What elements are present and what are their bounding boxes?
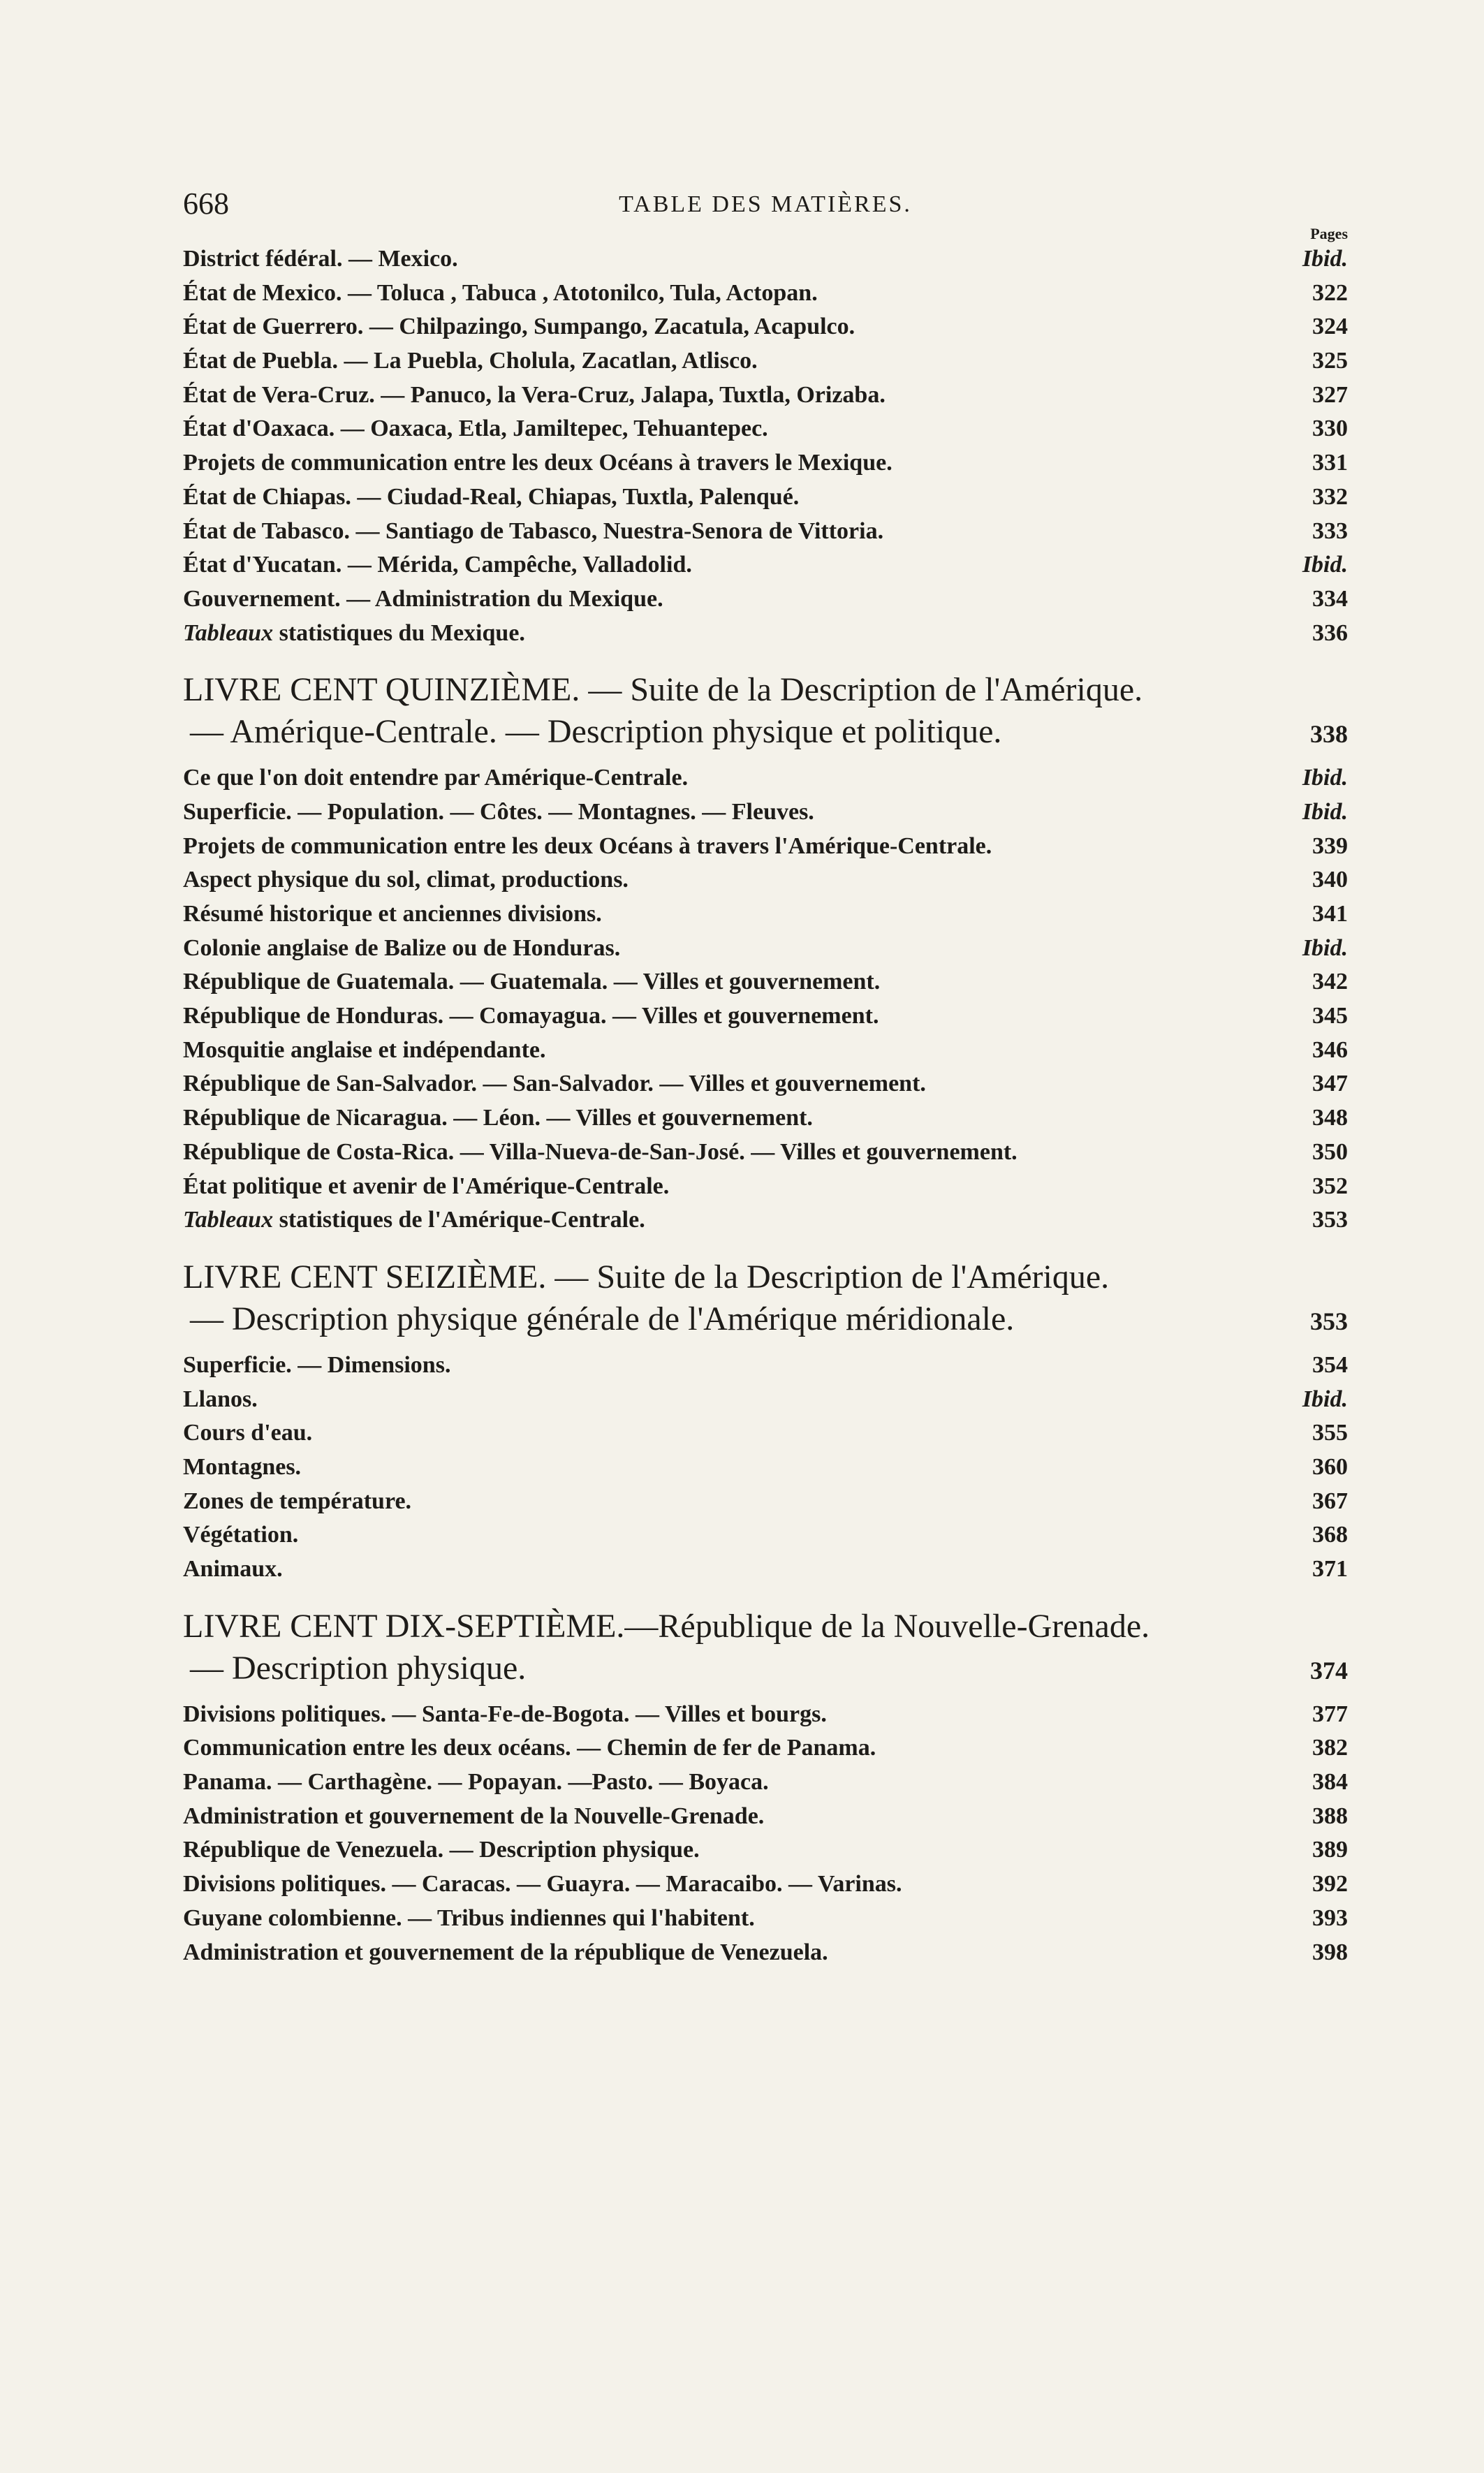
section-heading-page: 353 bbox=[1310, 1307, 1348, 1335]
toc-entry-title-text: Projets de communication entre les deux Océans à travers le Mexique. bbox=[183, 450, 892, 476]
toc-entry-title-text: État de Puebla. — La Puebla, Cholula, Zacatlan, Atlisco. bbox=[183, 348, 758, 374]
toc-entry-page: 336 bbox=[1312, 619, 1348, 646]
toc-entry-page: Ibid. bbox=[1302, 1386, 1348, 1412]
section-heading-livre-115 bbox=[183, 669, 1348, 755]
toc-entry-page: 392 bbox=[1312, 1871, 1348, 1898]
toc-entry-title bbox=[183, 1173, 669, 1200]
toc-entry-title-text: Administration et gouvernement de la république de Venezuela. bbox=[183, 1939, 828, 1965]
toc-entry bbox=[183, 1420, 1348, 1454]
toc-entry bbox=[183, 799, 1348, 833]
toc-entry-title-text: République de Guatemala. — Guatemala. — Villes et gouvernement. bbox=[183, 969, 881, 995]
toc-entry-title bbox=[183, 1037, 545, 1064]
toc-entry bbox=[183, 1556, 1348, 1590]
toc-entry-title bbox=[183, 1488, 411, 1515]
toc-entry-page: 341 bbox=[1312, 901, 1348, 927]
toc-entry bbox=[183, 1769, 1348, 1803]
toc-entry-title-text: Communication entre les deux océans. — Chemin de fer de Panama. bbox=[183, 1735, 876, 1761]
toc-block-nouvelle-grenade bbox=[183, 1701, 1348, 1974]
toc-entry-page: 334 bbox=[1312, 585, 1348, 612]
toc-entry-page: Ibid. bbox=[1302, 798, 1348, 825]
toc-entry-page: 325 bbox=[1312, 348, 1348, 374]
toc-entry-title bbox=[183, 348, 758, 374]
toc-entry-title-text: Aspect physique du sol, climat, productions. bbox=[183, 867, 629, 893]
toc-entry-page: 353 bbox=[1312, 1207, 1348, 1233]
toc-entry-title-text: Ce que l'on doit entendre par Amérique-Centrale. bbox=[183, 765, 689, 791]
section-heading-subtitle: — Description physique. bbox=[190, 1649, 527, 1687]
pages-column-label: Pages bbox=[1310, 225, 1348, 242]
toc-entry-title bbox=[183, 1803, 764, 1830]
book-page bbox=[183, 182, 1348, 1973]
toc-entry bbox=[183, 518, 1348, 552]
toc-entry bbox=[183, 833, 1348, 867]
toc-entry-page: 393 bbox=[1312, 1905, 1348, 1931]
toc-entry-title-text: Superficie. — Population. — Côtes. — Montagnes. — Fleuves. bbox=[183, 798, 814, 825]
toc-entry-title-text: État de Tabasco. — Santiago de Tabasco, Nuestra-Senora de Vittoria. bbox=[183, 518, 884, 544]
section-heading-line1: LIVRE CENT DIX-SEPTIÈME.—République de la Nouvelle-Grenade. bbox=[183, 1607, 1150, 1645]
toc-entry-page: 355 bbox=[1312, 1420, 1348, 1446]
toc-entry-page: 389 bbox=[1312, 1837, 1348, 1863]
toc-entry bbox=[183, 1522, 1348, 1556]
toc-entry-page: 327 bbox=[1312, 381, 1348, 408]
toc-entry-page: 339 bbox=[1312, 832, 1348, 859]
toc-entry-title-text: Résumé historique et anciennes divisions. bbox=[183, 901, 602, 927]
toc-entry-title-text: République de San-Salvador. — San-Salvador. — Villes et gouvernement. bbox=[183, 1071, 926, 1097]
toc-entry-title bbox=[183, 382, 886, 409]
toc-block-amerique-centrale bbox=[183, 765, 1348, 1241]
toc-entry-page: Ibid. bbox=[1302, 246, 1348, 272]
section-heading-line1: LIVRE CENT QUINZIÈME. — Suite de la Description de l'Amérique. bbox=[183, 671, 1143, 709]
toc-entry-page: 377 bbox=[1312, 1701, 1348, 1727]
toc-entry-title bbox=[183, 1735, 876, 1761]
toc-entry-page: 324 bbox=[1312, 314, 1348, 340]
toc-entry bbox=[183, 246, 1348, 280]
toc-entry-page: 330 bbox=[1312, 416, 1348, 442]
toc-entry-title bbox=[183, 1522, 298, 1548]
toc-entry-title bbox=[183, 518, 883, 545]
toc-block-amerique-meridionale bbox=[183, 1352, 1348, 1590]
section-heading-livre-116 bbox=[183, 1256, 1348, 1342]
toc-entry-title-text: État de Guerrero. — Chilpazingo, Sumpango, Zacatula, Acapulco. bbox=[183, 314, 855, 340]
toc-entry-title-text: Zones de température. bbox=[183, 1488, 412, 1514]
toc-entry-title bbox=[183, 1454, 301, 1481]
toc-entry-page: 398 bbox=[1312, 1939, 1348, 1965]
section-heading-line2 bbox=[183, 1648, 1348, 1692]
toc-entry bbox=[183, 416, 1348, 450]
toc-entry-page: Ibid. bbox=[1302, 765, 1348, 791]
toc-entry-page: 345 bbox=[1312, 1003, 1348, 1029]
toc-entry-page: 382 bbox=[1312, 1735, 1348, 1761]
toc-entry-title bbox=[183, 1105, 813, 1131]
toc-entry-page: 352 bbox=[1312, 1173, 1348, 1199]
toc-entry-title bbox=[183, 246, 458, 272]
toc-entry bbox=[183, 280, 1348, 314]
toc-entry-title bbox=[183, 1386, 258, 1413]
toc-entry-title-text: République de Costa-Rica. — Villa-Nueva-de-San-José. — Villes et gouvernement. bbox=[183, 1138, 1018, 1165]
toc-entry-title bbox=[183, 799, 814, 825]
toc-entry-title-text: République de Venezuela. — Description physique. bbox=[183, 1837, 700, 1863]
toc-entry bbox=[183, 1037, 1348, 1071]
section-heading-line2 bbox=[183, 1298, 1348, 1342]
toc-entry bbox=[183, 1139, 1348, 1173]
toc-entry-title-text: Animaux. bbox=[183, 1556, 283, 1582]
toc-entry-title-text: République de Honduras. — Comayagua. — Villes et gouvernement. bbox=[183, 1003, 879, 1029]
toc-entry bbox=[183, 969, 1348, 1003]
toc-entry-title-text: statistiques de l'Amérique-Centrale. bbox=[273, 1207, 645, 1233]
toc-entry bbox=[183, 765, 1348, 799]
toc-entry-title bbox=[183, 1139, 1018, 1166]
toc-entry-title-text: Superficie. — Dimensions. bbox=[183, 1351, 451, 1378]
toc-entry-title bbox=[183, 1003, 879, 1029]
toc-entry-title bbox=[183, 1701, 827, 1728]
toc-entry-title-text: Mosquitie anglaise et indépendante. bbox=[183, 1036, 546, 1063]
toc-entry-title-text: Colonie anglaise de Balize ou de Honduras. bbox=[183, 934, 621, 961]
toc-entry-title-text: État d'Yucatan. — Mérida, Campêche, Valladolid. bbox=[183, 552, 692, 578]
toc-entry-title bbox=[183, 1556, 283, 1583]
toc-entry-page: 332 bbox=[1312, 483, 1348, 510]
toc-entry-title-text: Cours d'eau. bbox=[183, 1420, 313, 1446]
toc-entry-page: Ibid. bbox=[1302, 934, 1348, 961]
toc-entry bbox=[183, 450, 1348, 484]
toc-block-mexique bbox=[183, 246, 1348, 654]
toc-entry-title bbox=[183, 552, 692, 578]
toc-entry-title bbox=[183, 1071, 926, 1097]
toc-entry bbox=[183, 348, 1348, 382]
toc-entry bbox=[183, 382, 1348, 416]
toc-entry-page: 371 bbox=[1312, 1556, 1348, 1582]
toc-entry-page: 348 bbox=[1312, 1105, 1348, 1131]
section-heading-subtitle: — Description physique générale de l'Amérique méridionale. bbox=[190, 1300, 1015, 1337]
toc-entry bbox=[183, 1352, 1348, 1386]
toc-entry bbox=[183, 1735, 1348, 1769]
toc-entry-title-text: Gouvernement. — Administration du Mexique. bbox=[183, 585, 663, 612]
toc-entry-page: 347 bbox=[1312, 1071, 1348, 1097]
toc-entry bbox=[183, 1701, 1348, 1735]
toc-entry bbox=[183, 1939, 1348, 1974]
toc-entry-title bbox=[183, 1905, 755, 1932]
toc-entry-title bbox=[183, 1352, 450, 1379]
toc-entry-title bbox=[183, 620, 525, 647]
toc-entry bbox=[183, 901, 1348, 935]
toc-entry-title bbox=[183, 1420, 312, 1446]
toc-entry bbox=[183, 314, 1348, 348]
toc-entry-title-text: Divisions politiques. — Caracas. — Guayra. — Maracaibo. — Varinas. bbox=[183, 1871, 902, 1898]
toc-entry-title bbox=[183, 314, 855, 340]
toc-entry bbox=[183, 1173, 1348, 1208]
toc-entry-title bbox=[183, 280, 818, 307]
toc-entry-title bbox=[183, 969, 880, 995]
toc-entry-page: 346 bbox=[1312, 1036, 1348, 1063]
toc-entry-page: 342 bbox=[1312, 969, 1348, 995]
header-title: TABLE DES MATIÈRES. bbox=[619, 191, 912, 217]
toc-entry-page: 367 bbox=[1312, 1488, 1348, 1514]
toc-entry bbox=[183, 1071, 1348, 1105]
toc-entry bbox=[183, 1803, 1348, 1837]
section-heading-page: 374 bbox=[1310, 1656, 1348, 1685]
toc-entry bbox=[183, 935, 1348, 969]
toc-entry-title-text: État politique et avenir de l'Amérique-Centrale. bbox=[183, 1173, 670, 1199]
toc-entry-title-italic: Tableaux bbox=[183, 619, 274, 646]
toc-entry-title bbox=[183, 1207, 645, 1233]
toc-entry bbox=[183, 1871, 1348, 1905]
toc-entry bbox=[183, 1105, 1348, 1139]
toc-entry-title-text: Végétation. bbox=[183, 1522, 299, 1548]
toc-entry-title-italic: Tableaux bbox=[183, 1207, 274, 1233]
toc-entry-title bbox=[183, 833, 992, 860]
toc-entry-title-text: Panama. — Carthagène. — Popayan. —Pasto. — Boyaca. bbox=[183, 1769, 769, 1796]
toc-entry-title bbox=[183, 901, 602, 927]
section-heading-line2 bbox=[183, 711, 1348, 755]
toc-entry-title-text: Montagnes. bbox=[183, 1453, 302, 1480]
section-heading-livre-117 bbox=[183, 1606, 1348, 1692]
toc-entry-title-text: Administration et gouvernement de la Nouvelle-Grenade. bbox=[183, 1803, 765, 1829]
toc-entry-title bbox=[183, 416, 768, 442]
section-heading-subtitle: — Amérique-Centrale. — Description physique et politique. bbox=[190, 713, 1002, 751]
toc-entry-page: 388 bbox=[1312, 1803, 1348, 1829]
toc-entry-page: Ibid. bbox=[1302, 552, 1348, 578]
toc-entry-title bbox=[183, 1837, 700, 1863]
toc-entry bbox=[183, 1386, 1348, 1421]
section-heading-line1: LIVRE CENT SEIZIÈME. — Suite de la Description de l'Amérique. bbox=[183, 1258, 1110, 1296]
toc-entry-page: 360 bbox=[1312, 1453, 1348, 1480]
toc-entry-title bbox=[183, 1939, 828, 1966]
toc-entry bbox=[183, 1003, 1348, 1037]
toc-entry-page: 350 bbox=[1312, 1138, 1348, 1165]
toc-entry bbox=[183, 1488, 1348, 1522]
toc-entry-title-text: République de Nicaragua. — Léon. — Villes et gouvernement. bbox=[183, 1105, 813, 1131]
toc-entry-title bbox=[183, 867, 629, 893]
toc-entry-title bbox=[183, 1871, 902, 1898]
toc-entry-page: 340 bbox=[1312, 867, 1348, 893]
toc-entry-title-text: Projets de communication entre les deux Océans à travers l'Amérique-Centrale. bbox=[183, 832, 992, 859]
section-heading-page: 338 bbox=[1310, 720, 1348, 749]
running-head bbox=[183, 182, 1348, 223]
toc-entry-title-text: Divisions politiques. — Santa-Fe-de-Bogota. — Villes et bourgs. bbox=[183, 1701, 827, 1727]
toc-entry-title bbox=[183, 765, 688, 791]
toc-entry-title-text: État de Vera-Cruz. — Panuco, la Vera-Cruz, Jalapa, Tuxtla, Orizaba. bbox=[183, 381, 886, 408]
toc-entry-title-text: Guyane colombienne. — Tribus indiennes qui l'habitent. bbox=[183, 1905, 755, 1931]
toc-entry bbox=[183, 586, 1348, 620]
toc-entry-title-text: État de Chiapas. — Ciudad-Real, Chiapas, Tuxtla, Palenqué. bbox=[183, 483, 800, 510]
toc-entry-page: 333 bbox=[1312, 518, 1348, 544]
toc-entry-page: 368 bbox=[1312, 1522, 1348, 1548]
toc-entry-title-text: État d'Oaxaca. — Oaxaca, Etla, Jamiltepec, Tehuantepec. bbox=[183, 416, 768, 442]
toc-entry bbox=[183, 1905, 1348, 1939]
toc-entry bbox=[183, 867, 1348, 901]
toc-entry-title bbox=[183, 1769, 769, 1796]
toc-entry-page: 384 bbox=[1312, 1769, 1348, 1796]
toc-entry-title bbox=[183, 450, 892, 476]
toc-entry-title-text: statistiques du Mexique. bbox=[273, 619, 525, 646]
toc-entry-title-text: Llanos. bbox=[183, 1386, 258, 1412]
toc-entry-page: 322 bbox=[1312, 279, 1348, 306]
toc-entry-page: 354 bbox=[1312, 1351, 1348, 1378]
page-number: 668 bbox=[183, 186, 229, 221]
toc-entry bbox=[183, 484, 1348, 518]
toc-entry-page: 331 bbox=[1312, 450, 1348, 476]
toc-entry bbox=[183, 552, 1348, 586]
toc-entry bbox=[183, 1837, 1348, 1871]
toc-entry bbox=[183, 1207, 1348, 1241]
toc-entry-title bbox=[183, 586, 663, 612]
toc-entry-title bbox=[183, 935, 620, 962]
toc-entry-title bbox=[183, 484, 799, 511]
toc-entry-title-text: État de Mexico. — Toluca , Tabuca , Atotonilco, Tula, Actopan. bbox=[183, 279, 818, 306]
toc-entry bbox=[183, 1454, 1348, 1488]
toc-entry-title-text: District fédéral. — Mexico. bbox=[183, 246, 458, 272]
toc-entry bbox=[183, 620, 1348, 654]
